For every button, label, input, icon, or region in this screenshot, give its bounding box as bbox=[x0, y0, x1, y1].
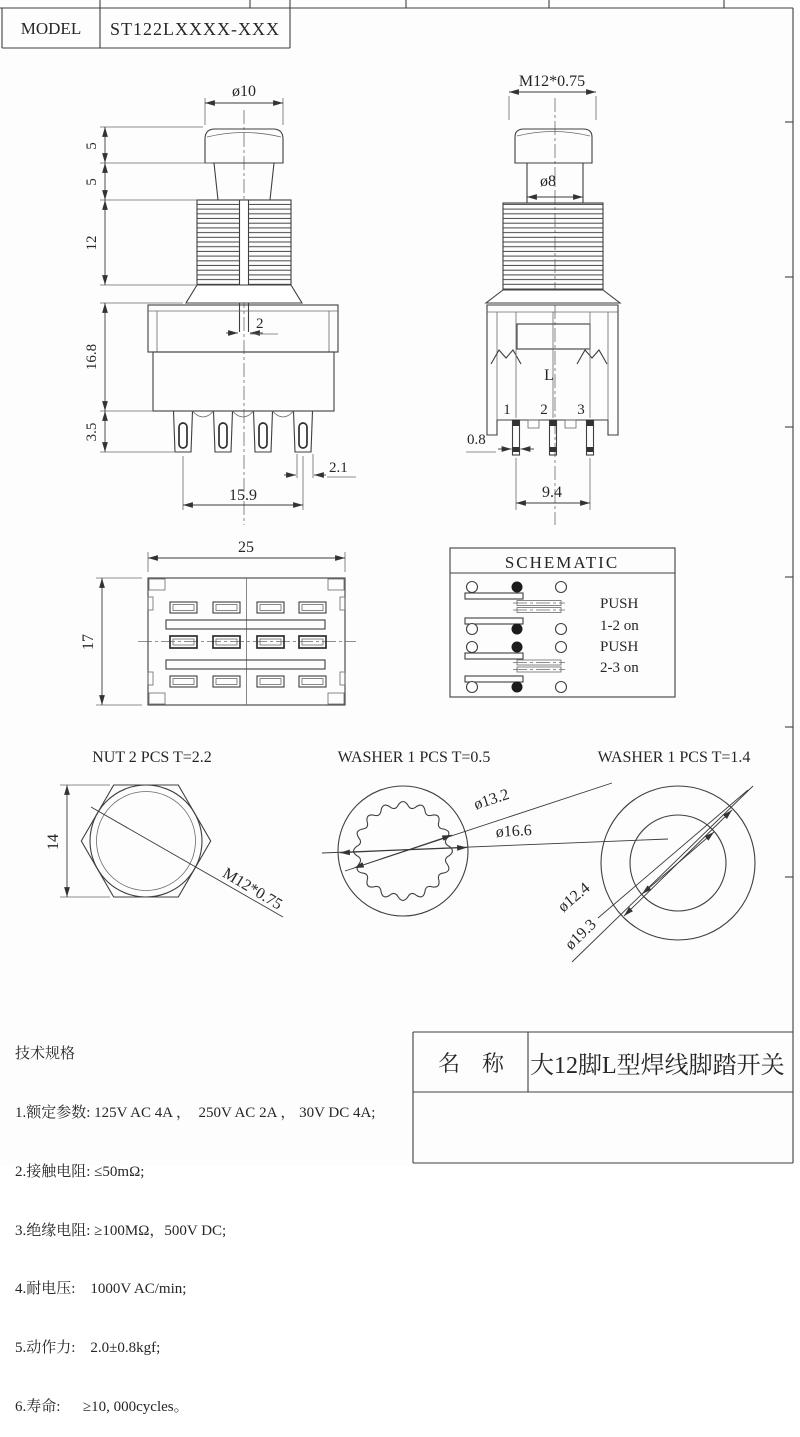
schematic-diagram bbox=[450, 548, 675, 697]
dim-across-flats: 14 bbox=[45, 834, 62, 850]
dim-base-h: 17 bbox=[80, 634, 97, 650]
spec-item: 1.额定参数: 125V AC 4A ， 250V AC 2A ， 30V DC 4A; bbox=[15, 1104, 376, 1121]
flat-washer-title: WASHER 1 PCS T=1.4 bbox=[597, 749, 751, 766]
model-value: ST122LXXXX-XXX bbox=[110, 19, 280, 39]
dim-leg-w: 2.1 bbox=[329, 460, 348, 476]
dim-star-inner: ø13.2 bbox=[471, 786, 512, 814]
pin-number-1: 1 bbox=[503, 402, 511, 418]
tech-specs-title: 技术规格 bbox=[15, 1046, 76, 1063]
spec-item: 2.接触电阻: ≤50mΩ; bbox=[15, 1163, 145, 1180]
spec-item: 6.寿命: ≥10, 000cycles。 bbox=[15, 1398, 189, 1415]
bottom-view bbox=[80, 539, 356, 705]
nut-drawing bbox=[45, 749, 285, 917]
front-view bbox=[84, 83, 356, 525]
schematic-note-3: PUSH bbox=[600, 639, 639, 655]
dim-stem-h: 5 bbox=[84, 178, 100, 186]
dim-leg-span: 15.9 bbox=[229, 487, 257, 504]
dim-cap-h: 5 bbox=[84, 142, 100, 150]
dim-body-h: 16.8 bbox=[84, 343, 100, 371]
dim-dia8: ø8 bbox=[540, 173, 556, 190]
dim-thread-h: 12 bbox=[84, 235, 100, 251]
dim-star-outer: ø16.6 bbox=[495, 822, 533, 841]
star-washer-drawing bbox=[322, 749, 668, 916]
schematic-title: SCHEMATIC bbox=[504, 553, 620, 572]
dim-dia10: ø10 bbox=[232, 83, 256, 100]
nut-thread-spec: M12*0.75 bbox=[219, 864, 286, 914]
schematic-note-2: 1-2 on bbox=[600, 618, 639, 634]
flat-washer-drawing bbox=[555, 749, 755, 962]
nut-title: NUT 2 PCS T=2.2 bbox=[92, 749, 212, 766]
model-label: MODEL bbox=[20, 19, 82, 38]
name-value: 大12脚L型焊线脚踏开关 bbox=[530, 1052, 785, 1079]
tech-specs bbox=[15, 1006, 375, 1437]
spec-item: 4.耐电压: 1000V AC/min; bbox=[15, 1281, 187, 1298]
dim-pin-w: 0.8 bbox=[467, 432, 486, 448]
dim-thread-spec: M12*0.75 bbox=[518, 73, 586, 90]
body-label-L: L bbox=[544, 367, 554, 384]
dim-flat-inner: ø12.4 bbox=[554, 879, 594, 916]
dim-flat-outer: ø19.3 bbox=[562, 916, 600, 954]
schematic-note-4: 2-3 on bbox=[600, 660, 639, 676]
dim-base-w: 25 bbox=[238, 539, 254, 556]
schematic-note-1: PUSH bbox=[600, 596, 639, 612]
pin-number-2: 2 bbox=[540, 402, 548, 418]
dim-leg-h: 3.5 bbox=[84, 422, 100, 442]
star-washer-title: WASHER 1 PCS T=0.5 bbox=[337, 749, 491, 766]
spec-item: 3.绝缘电阻: ≥100MΩ，500V DC; bbox=[15, 1222, 227, 1239]
dim-pin-span: 9.4 bbox=[542, 484, 562, 501]
name-label: 名 称 bbox=[437, 1050, 504, 1076]
pin-number-3: 3 bbox=[577, 402, 585, 418]
dim-shaft-w: 2 bbox=[256, 316, 264, 332]
spec-item: 5.动作力: 2.0±0.8kgf; bbox=[15, 1340, 161, 1357]
side-view bbox=[466, 73, 620, 525]
